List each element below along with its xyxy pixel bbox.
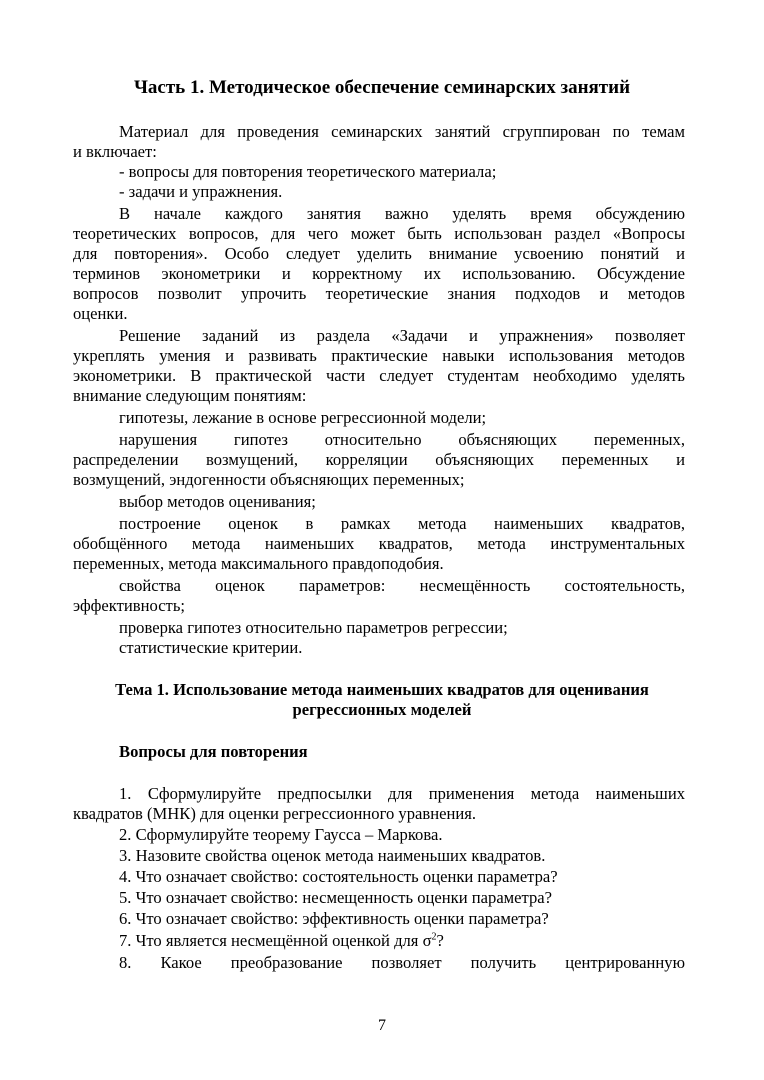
paragraph-line: и включает: [73, 142, 157, 161]
topic-title-line: Тема 1. Использование метода наименьших квадратов для оценивания [115, 680, 649, 699]
paragraph-line: Материал для проведения семинарских занятий сгруппирован по темам [119, 122, 685, 141]
question-item: 3. Назовите свойства оценок метода наименьших квадратов. [119, 846, 546, 865]
paragraph-line: укреплять умения и развивать практические навыки использования методов [73, 346, 685, 365]
paragraph-line: теоретических вопросов, для чего может быть использован раздел «Вопросы [73, 224, 685, 243]
superscript: 2 [431, 931, 437, 943]
question-mark: ? [436, 931, 444, 950]
question-item: квадратов (МНК) для оценки регрессионного уравнения. [73, 804, 476, 823]
question-item: 6. Что означает свойство: эффективность оценки параметра? [119, 909, 549, 928]
question-item: 5. Что означает свойство: несмещенность оценки параметра? [119, 888, 553, 907]
part-title: Часть 1. Методическое обеспечение семинарских занятий [133, 77, 631, 98]
paragraph-line: внимание следующим понятиям: [73, 386, 307, 405]
concept-item: возмущений, эндогенности объясняющих переменных; [73, 470, 465, 489]
question-text: 7. Что является несмещённой оценкой для σ [119, 931, 432, 950]
concept-item: эффективность; [73, 596, 185, 615]
concept-item: построение оценок в рамках метода наименьших квадратов, [119, 514, 685, 533]
question-item: 1. Сформулируйте предпосылки для применения метода наименьших [119, 784, 685, 803]
paragraph-line: эконометрики. В практической части следует студентам необходимо уделять [73, 366, 685, 385]
paragraph-line: для повторения». Особо следует уделить внимание усвоению понятий и [73, 244, 685, 263]
concept-item: нарушения гипотез относительно объясняющих переменных, [119, 430, 685, 449]
paragraph-line: терминов эконометрики и корректному их использованию. Обсуждение [73, 264, 685, 283]
concept-item: проверка гипотез относительно параметров регрессии; [119, 618, 508, 637]
concept-item: статистические критерии. [119, 638, 303, 657]
concept-item: распределении возмущений, корреляции объясняющих переменных и [73, 450, 685, 469]
concept-item: свойства оценок параметров: несмещённость состоятельность, [119, 576, 685, 595]
concept-item: выбор методов оценивания; [119, 492, 316, 511]
paragraph-line: Решение заданий из раздела «Задачи и упражнения» позволяет [119, 326, 685, 345]
page-number: 7 [378, 1017, 386, 1034]
question-item: 2. Сформулируйте теорему Гаусса – Маркова. [119, 825, 443, 844]
list-item: - задачи и упражнения. [119, 182, 283, 201]
paragraph-line: вопросов позволит упрочить теоретические знания подходов и методов [73, 284, 685, 303]
questions-heading: Вопросы для повторения [119, 742, 308, 761]
question-item: 8. Какое преобразование позволяет получить центрированную [119, 953, 685, 972]
question-item: 4. Что означает свойство: состоятельность оценки параметра? [119, 867, 558, 886]
paragraph-line: В начале каждого занятия важно уделять время обсуждению [119, 204, 685, 223]
concept-item: переменных, метода максимального правдоподобия. [73, 554, 444, 573]
topic-title-line: регрессионных моделей [292, 700, 472, 719]
question-item [119, 931, 444, 951]
list-item: - вопросы для повторения теоретического материала; [119, 162, 497, 181]
paragraph-line: оценки. [73, 304, 128, 323]
concept-item: обобщённого метода наименьших квадратов, метода инструментальных [73, 534, 685, 553]
concept-item: гипотезы, лежание в основе регрессионной модели; [119, 408, 487, 427]
